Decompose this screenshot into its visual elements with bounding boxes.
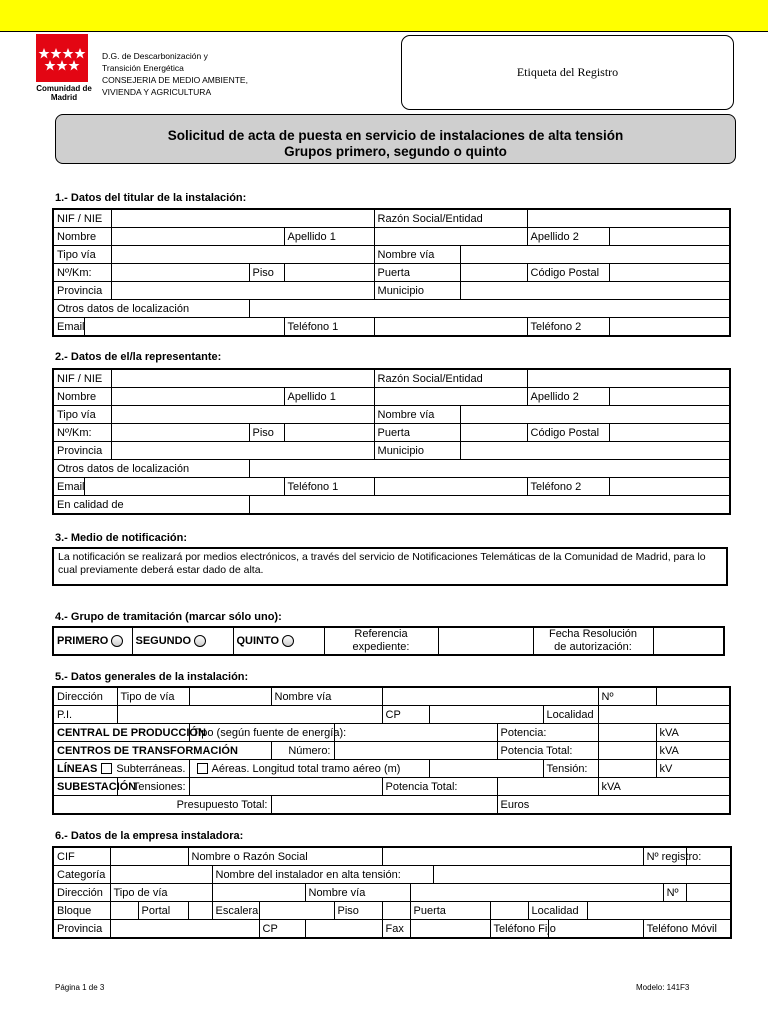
table-row (53, 920, 731, 939)
razon-field[interactable] (527, 209, 730, 228)
tensiones-field[interactable] (189, 778, 382, 796)
segundo-option[interactable] (132, 627, 233, 655)
bloque-field[interactable] (110, 902, 138, 920)
org-line: VIVIENDA Y AGRICULTURA (102, 87, 212, 97)
label: Nombre vía (374, 246, 460, 264)
table-row (53, 442, 730, 460)
provincia-field[interactable] (111, 282, 374, 300)
table-row (53, 460, 730, 478)
label: Nombre (53, 228, 111, 246)
email-field[interactable] (84, 478, 284, 496)
org-line: Transición Energética (102, 63, 184, 73)
table-row (53, 264, 730, 282)
aereas-checkbox[interactable] (197, 763, 208, 774)
apellido1-field[interactable] (374, 228, 527, 246)
label: CENTROS DE TRANSFORMACIÓN (53, 742, 271, 760)
label: Tipo vía (53, 406, 111, 424)
table-row (53, 300, 730, 318)
nombrevia-field[interactable] (382, 687, 598, 706)
telefono2-field[interactable] (609, 318, 730, 337)
label: Potencia Total: (497, 742, 598, 760)
label: Portal (138, 902, 188, 920)
razon-field[interactable] (527, 369, 730, 388)
quinto-label: QUINTO (236, 634, 280, 647)
section-6-heading: 6.- Datos de la empresa instaladora: (55, 830, 244, 842)
tension-field[interactable] (598, 760, 656, 778)
num-field[interactable] (686, 884, 731, 902)
label: NIF / NIE (53, 209, 111, 228)
notification-text: La notificación se realizará por medios electrónicos, a través del servicio de Notificaciones Telemáticas de la Comunidad de Madrid, para lo cual previamente deberá estar dado de alta. (52, 547, 728, 586)
table-row (53, 246, 730, 264)
table-row (53, 706, 730, 724)
table-row (53, 742, 730, 760)
cp-field[interactable] (305, 920, 382, 939)
label: Nº (598, 687, 656, 706)
table-row (53, 496, 730, 515)
cif-field[interactable] (110, 847, 188, 866)
title-line-1: Solicitud de acta de puesta en servicio de instalaciones de alta tensión (167, 128, 624, 143)
municipio-field[interactable] (460, 442, 730, 460)
cp-field[interactable] (429, 706, 543, 724)
escalera-field[interactable] (259, 902, 334, 920)
label: Tensión: (543, 760, 598, 778)
empresa-table (52, 846, 732, 939)
stars-icon (36, 34, 88, 82)
label: CENTRAL DE PRODUCCIÓN (53, 724, 189, 742)
apellido2-field[interactable] (609, 388, 730, 406)
numero-field[interactable] (334, 742, 497, 760)
piso-field[interactable] (382, 902, 410, 920)
label: Presupuesto Total: (53, 796, 271, 815)
cp-field[interactable] (609, 264, 730, 282)
provincia-field[interactable] (110, 920, 259, 939)
table-row (53, 724, 730, 742)
logo-text: Comunidad de Madrid (36, 84, 92, 102)
label: Nº (663, 884, 686, 902)
section-3-heading: 3.- Medio de notificación: (55, 532, 188, 544)
label: Teléfono 2 (527, 318, 609, 337)
title-line-2: Grupos primero, segundo o quinto (284, 144, 507, 159)
fax-field[interactable] (410, 920, 490, 939)
label: Bloque (53, 902, 110, 920)
piso-field[interactable] (284, 264, 374, 282)
label: Dirección (53, 687, 117, 706)
table-row (53, 627, 724, 655)
label: Tipo vía (53, 246, 111, 264)
form-title (55, 114, 736, 164)
table-row (53, 388, 730, 406)
nkm-field[interactable] (111, 424, 249, 442)
label: Número: (271, 742, 334, 760)
table-row (53, 424, 730, 442)
organization-block (102, 50, 248, 98)
label: Provincia (53, 442, 111, 460)
label: Otros datos de localización (53, 300, 249, 318)
section-1-heading: 1.- Datos del titular de la instalación: (55, 192, 247, 204)
nombrevia-field[interactable] (460, 246, 730, 264)
label: Puerta (410, 902, 490, 920)
org-line: CONSEJERIA DE MEDIO AMBIENTE, (102, 75, 248, 85)
referencia-label (324, 627, 438, 655)
label: Potencia Total: (382, 778, 497, 796)
quinto-radio[interactable] (282, 635, 294, 647)
ref-line: Referencia (354, 628, 408, 640)
label: CIF (53, 847, 110, 866)
portal-field[interactable] (188, 902, 212, 920)
subterraneas-checkbox[interactable] (101, 763, 112, 774)
section-5-heading: 5.- Datos generales de la instalación: (55, 671, 249, 683)
fecha-line: Fecha Resolución (548, 628, 638, 640)
localidad-field[interactable] (598, 706, 730, 724)
tipovia-field[interactable] (189, 687, 271, 706)
label: kV (656, 760, 730, 778)
tipovia-field[interactable] (111, 406, 374, 424)
tipovia-field[interactable] (212, 884, 305, 902)
label: Fax (382, 920, 410, 939)
otros-field[interactable] (249, 460, 730, 478)
referencia-field[interactable] (438, 627, 533, 655)
label: CP (259, 920, 305, 939)
label: Razón Social/Entidad (374, 209, 527, 228)
table-row (53, 282, 730, 300)
label: Teléfono 1 (284, 478, 374, 496)
label: Euros (497, 796, 730, 815)
model-number: Modelo: 141F3 (636, 983, 690, 992)
label: Nº/Km: (53, 424, 111, 442)
table-row (53, 687, 730, 706)
label: P.I. (53, 706, 117, 724)
nif-field[interactable] (111, 209, 374, 228)
section-2-heading: 2.- Datos de el/la representante: (55, 351, 222, 363)
label: Escalera (212, 902, 259, 920)
label: kVA (656, 742, 730, 760)
nif-field[interactable] (111, 369, 374, 388)
titular-table (52, 208, 731, 337)
label: Localidad (528, 902, 587, 920)
label: SUBESTACIÓN (53, 778, 117, 796)
label: Código Postal (527, 264, 609, 282)
table-row (53, 369, 730, 388)
table-row (53, 902, 731, 920)
table-row (53, 796, 730, 815)
label: Tipo de vía (110, 884, 212, 902)
label: Tipo (según fuente de energía): (189, 724, 334, 742)
label: Nº registro: (643, 847, 686, 866)
label: En calidad de (53, 496, 249, 515)
label: Provincia (53, 282, 111, 300)
label: Email (53, 478, 84, 496)
telfijo-field[interactable] (548, 920, 643, 939)
piso-field[interactable] (284, 424, 374, 442)
label: kVA (656, 724, 730, 742)
label: Nombre o Razón Social (188, 847, 382, 866)
quinto-option[interactable] (233, 627, 324, 655)
telefono2-field[interactable] (609, 478, 730, 496)
table-row (53, 760, 730, 778)
label: Aéreas. Longitud total tramo aéreo (m) (211, 762, 401, 775)
fecha-line: de autorización: (554, 641, 632, 653)
primero-option[interactable] (53, 627, 132, 655)
label: Apellido 1 (284, 388, 374, 406)
email-field[interactable] (84, 318, 284, 337)
apellido1-field[interactable] (374, 388, 527, 406)
label: Puerta (374, 264, 460, 282)
label: Teléfono 2 (527, 478, 609, 496)
otros-field[interactable] (249, 300, 730, 318)
label: Piso (249, 264, 284, 282)
segundo-radio[interactable] (194, 635, 206, 647)
nombre-razon-field[interactable] (382, 847, 643, 866)
label: Apellido 2 (527, 228, 609, 246)
telefono1-field[interactable] (374, 478, 527, 496)
label: Teléfono 1 (284, 318, 374, 337)
aereas-field[interactable] (429, 760, 543, 778)
label: Razón Social/Entidad (374, 369, 527, 388)
fecha-field[interactable] (653, 627, 724, 655)
label: Dirección (53, 884, 110, 902)
table-row (53, 478, 730, 496)
label: Nombre del instalador en alta tensión: (212, 866, 433, 884)
puerta-field[interactable] (490, 902, 528, 920)
label: Apellido 2 (527, 388, 609, 406)
yellow-header-bar (0, 0, 768, 32)
label: Apellido 1 (284, 228, 374, 246)
label: Nombre vía (271, 687, 382, 706)
ref-line: expediente: (352, 641, 410, 653)
label: Potencia: (497, 724, 598, 742)
label: NIF / NIE (53, 369, 111, 388)
label: Tensiones: (117, 778, 189, 796)
categoria-field[interactable] (110, 866, 212, 884)
table-row (53, 406, 730, 424)
label: Nº/Km: (53, 264, 111, 282)
registro-label: Etiqueta del Registro (516, 65, 619, 79)
table-row (53, 228, 730, 246)
label: Email (53, 318, 84, 337)
cp-field[interactable] (609, 424, 730, 442)
segundo-label: SEGUNDO (135, 634, 192, 647)
provincia-field[interactable] (111, 442, 374, 460)
label: Municipio (374, 282, 460, 300)
instalador-field[interactable] (433, 866, 731, 884)
num-field[interactable] (656, 687, 730, 706)
label: Piso (249, 424, 284, 442)
tipo-fuente-field[interactable] (334, 724, 497, 742)
table-row (53, 884, 731, 902)
localidad-field[interactable] (587, 902, 731, 920)
table-row (53, 318, 730, 337)
representante-table (52, 368, 731, 515)
apellido2-field[interactable] (609, 228, 730, 246)
label: Nombre vía (374, 406, 460, 424)
municipio-field[interactable] (460, 282, 730, 300)
aereas-cell (189, 760, 429, 778)
page-number: Página 1 de 3 (55, 983, 105, 992)
org-line: D.G. de Descarbonización y (102, 51, 208, 61)
calidad-field[interactable] (249, 496, 730, 515)
tipovia-field[interactable] (111, 246, 374, 264)
table-row (53, 847, 731, 866)
lineas-cell (53, 760, 189, 778)
fecha-label (533, 627, 653, 655)
table-row (53, 209, 730, 228)
label: Puerta (374, 424, 460, 442)
label: Teléfono Móvil (643, 920, 731, 939)
label: Piso (334, 902, 382, 920)
nombre-field[interactable] (111, 388, 284, 406)
label: CP (382, 706, 429, 724)
pi-field[interactable] (117, 706, 382, 724)
label: Nombre vía (305, 884, 410, 902)
label: Localidad (543, 706, 598, 724)
label: Nombre (53, 388, 111, 406)
primero-radio[interactable] (111, 635, 123, 647)
presupuesto-field[interactable] (271, 796, 497, 815)
label: kVA (598, 778, 730, 796)
table-row (53, 866, 731, 884)
nombrevia-field[interactable] (460, 406, 730, 424)
table-row (53, 778, 730, 796)
nombrevia-field[interactable] (410, 884, 663, 902)
potencia-total-field[interactable] (598, 742, 656, 760)
registro-label-box (401, 35, 734, 110)
potencia-field[interactable] (598, 724, 656, 742)
telefono1-field[interactable] (374, 318, 527, 337)
label: Otros datos de localización (53, 460, 249, 478)
primero-label: PRIMERO (57, 634, 109, 647)
grupo-table (52, 626, 725, 656)
label: Provincia (53, 920, 110, 939)
puerta-field[interactable] (460, 264, 527, 282)
nkm-field[interactable] (111, 264, 249, 282)
label: Teléfono Fijo (490, 920, 548, 939)
label: Categoría (53, 866, 110, 884)
potencia-total-field[interactable] (497, 778, 598, 796)
label: Código Postal (527, 424, 609, 442)
label: Tipo de vía (117, 687, 189, 706)
label: Municipio (374, 442, 460, 460)
label: Subterráneas. (116, 762, 186, 775)
instalacion-table (52, 686, 731, 815)
section-4-heading: 4.- Grupo de tramitación (marcar sólo uno): (55, 611, 282, 623)
label: LÍNEAS (57, 762, 98, 775)
puerta-field[interactable] (460, 424, 527, 442)
nombre-field[interactable] (111, 228, 284, 246)
comunidad-madrid-logo (34, 34, 90, 104)
